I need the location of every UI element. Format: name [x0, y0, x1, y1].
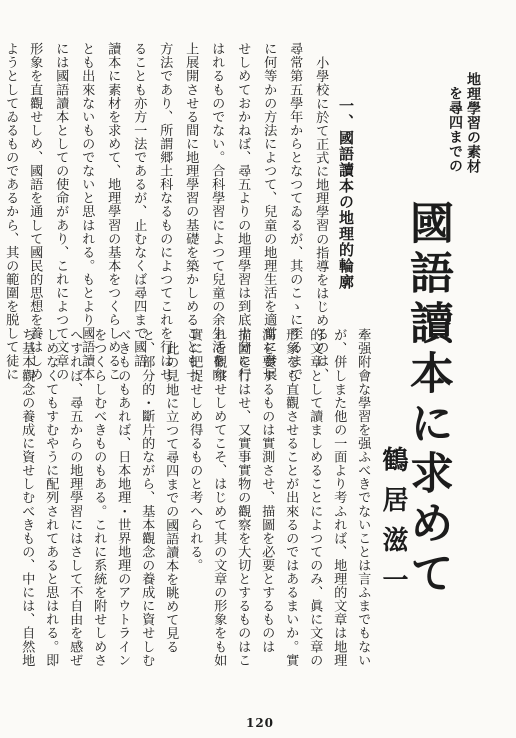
body-column: には國語讀本としての使命があり、これによつて文章の	[53, 42, 69, 381]
body-column: と、部分的・斷片的ながら、基本觀念の養成に資せしむ	[139, 328, 155, 667]
subtitle-line-1: 地理學習の素材	[465, 72, 481, 174]
body-column: 讀本に素材を求めて、地理學習の基本をつくらしめるこ	[105, 42, 121, 381]
body-column: 牽强附會な學習を强ふべきでないことは言ふまでもない	[355, 328, 371, 667]
body-column: ることも亦方一法であるが、止むなくば尋四まで國語	[131, 42, 147, 368]
body-column: とも出來ないものでないと思はれる。もとより國語讀本	[79, 42, 95, 381]
body-column: しめなくてもすむやうに配列されてあると思はれる。即	[43, 328, 59, 667]
body-column: に何等かの方法によつて、兒童の地理生活を適當に發展	[261, 42, 277, 381]
body-column: べきものもあれば、日本地理・世界地理のアウトライン	[115, 328, 131, 667]
body-column: 測を要するものは實測させ、描圖を必要とするものは	[259, 328, 275, 654]
body-column: はれるものでない。合科學習によつて兒童の余生活を向	[209, 42, 225, 381]
body-column: 此の見地に立つて尋四までの國語讀本を眺めて見る	[163, 342, 179, 654]
body-column: が、併しまた他の一面より考ふれば、地理的文章は地理	[331, 328, 347, 667]
body-column: 描圖を行はせ、又實事實物の觀察を大切とするものはこ	[235, 328, 251, 667]
body-column: 尋常第五學年からとなつてゐるが、其のこゝに至るまで	[287, 42, 303, 381]
article-title: 國語讀本に求めて	[402, 200, 453, 600]
body-column: 實に把捉せしめ得るものと考へられる。	[187, 328, 203, 572]
body-column: をつくらしむべきものもある。これに系統を附せしめさ	[91, 328, 107, 667]
section-heading: 一、國語讀本の地理的輪廓	[337, 98, 355, 290]
body-column: 形象を直觀せしめ、國語を通して國民的思想を養はしめ	[27, 42, 43, 381]
body-column: 方法であり、所謂郷土科なるものによつてこれを行はせ	[157, 42, 173, 381]
body-column: 的文章として讀ましめることによつてのみ、眞に文章の	[307, 328, 323, 667]
body-column: ち基本觀念の養成に資せしむべきもの、中には、自然地	[19, 328, 35, 667]
body-column: 上展開させる間に地理學習の基礎を築かしめることも一	[183, 42, 199, 381]
body-column: 形象をも直觀させることが出來るのではあるまいか。實	[283, 328, 299, 667]
page-number: 120	[245, 716, 275, 730]
body-column: 小學校に於て正式に地理學習の指導をはじめるのは、	[313, 56, 329, 382]
article-author: 鶴居滋一	[378, 446, 408, 606]
subtitle-line-2: を尋四までの	[447, 86, 463, 173]
body-column: れを觀察せしめてこそ、はじめて其の文章の形象をも如	[211, 328, 227, 667]
body-column: ようとしてゐるものであるから、其の範圍を脱して徒に	[3, 42, 19, 381]
body-column: せしめておかねば、尋五よりの地理學習は到底十分に行	[235, 42, 251, 381]
body-column: へすれば、尋五からの地理學習にはさして不自由を感ぜ	[67, 328, 83, 667]
